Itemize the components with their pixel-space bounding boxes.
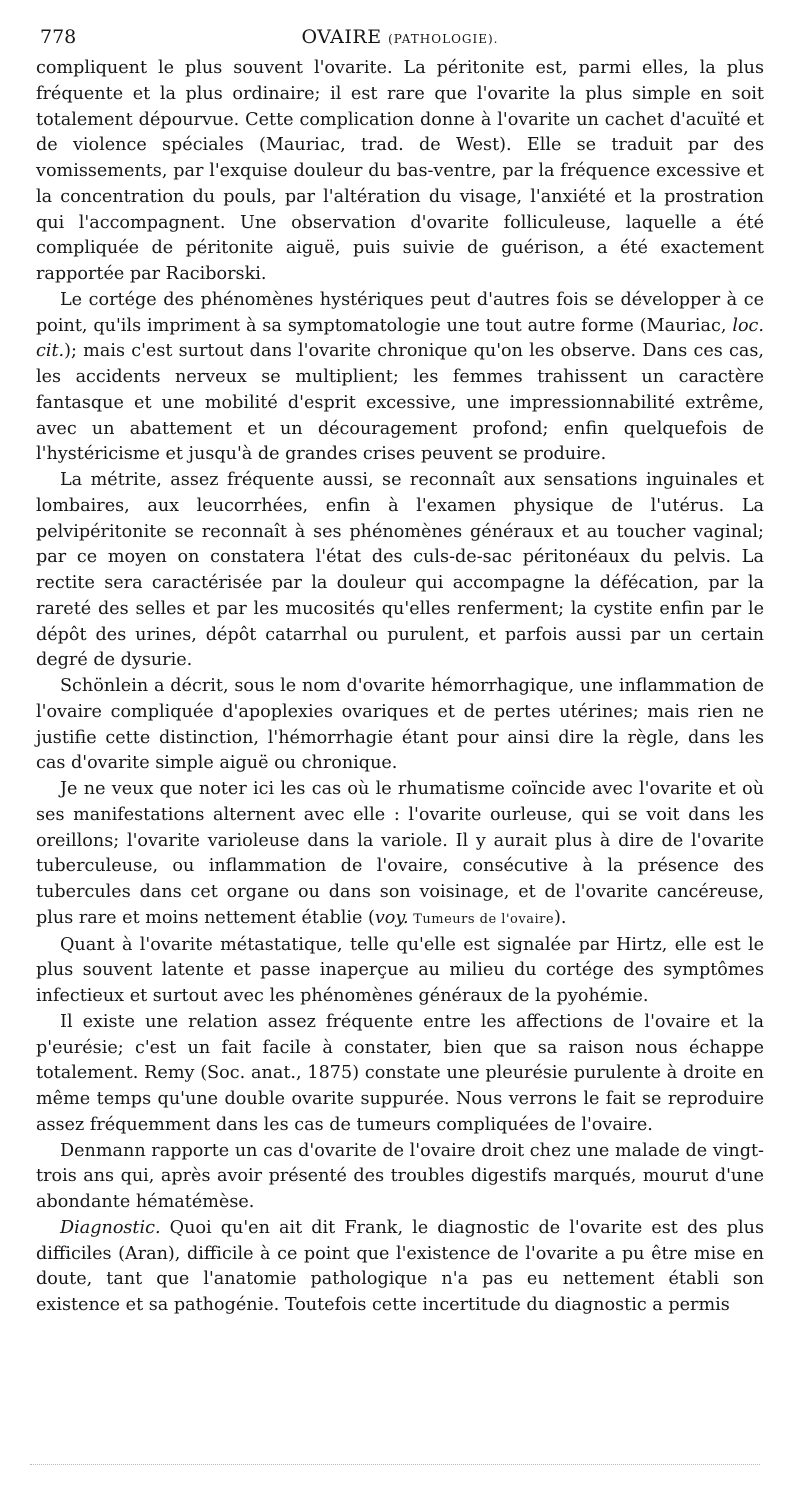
scan-artifact <box>30 1462 760 1465</box>
title-subtitle: (PATHOLOGIE). <box>388 32 499 46</box>
paragraph: Le cortége des phénomènes hystériques peut d'autres fois se développer à ce point, qu'ils impriment à sa symptomatologie une tout autre forme (Mauriac, loc. cit.); mais c'est surtout dans l'ovarite chronique qu'on les observe. Dans ces cas, les accidents nerveux se multiplient; les femmes trahissent un caractère fantasque et une mobilité d'esprit excessive, une impressionnabilité extrême, avec un abattement et un découragement profond; enfin quelquefois de l'hystéricisme et jusqu'à de grandes crises peuvent se produire. <box>36 289 764 465</box>
page-number: 778 <box>40 26 77 48</box>
paragraph: Schönlein a décrit, sous le nom d'ovarite hémorrhagique, une inflammation de l'ovaire compliquée d'apoplexies ovariques et de pertes utérines; mais rien ne justifie cette distinction, l'hémorrhagie étant pour ainsi dire la règle, dans les cas d'ovarite simple aiguë ou chronique. <box>36 676 764 774</box>
paragraph: La métrite, assez fréquente aussi, se reconnaît aux sensations inguinales et lombaires, aux leucorrhées, enfin à l'examen physique de l'utérus. La pelvipéritonite se reconnaît à ses phénomènes généraux et au toucher vaginal; par ce moyen on constatera l'état des culs-de-sac péritonéaux du pelvis. La rectite sera caractérisée par la douleur qui accompagne la défécation, par la rareté des selles et par les mucosités qu'elles renferment; la cystite enfin par le dépôt des urines, dépôt catarrhal ou purulent, et parfois aussi par un certain degré de dysurie. <box>36 470 764 671</box>
section-heading: Diagnostic. <box>60 1217 161 1238</box>
paragraph: compliquent le plus souvent l'ovarite. La péritonite est, parmi elles, la plus fréquente et la plus ordinaire; il est rare que l'ovarite la plus simple en soit totalement dépourvue. Cette complication donne à l'ovarite un cachet d'acuïté et de violence spéciales (Mauriac, trad. de West). Elle se traduit par des vomissements, par l'exquise douleur du bas-ventre, par la fréquence excessive et la concentration du pouls, par l'altération du visage, l'anxiété et la prostration qui l'accompagnent. Une observation d'ovarite folliculeuse, laquelle a été compliquée de péritonite aiguë, puis suivie de guérison, a été exactement rapportée par Raciborski. <box>36 58 764 284</box>
paragraph: Je ne veux que noter ici les cas où le rhumatisme coïncide avec l'ovarite et où ses manifestations alternent avec elle : l'ovarite ourleuse, qui se voit dans les oreillons; l'ovarite varioleuse dans la variole. Il y aurait plus à dire de l'ovarite tuberculeuse, ou inflammation de l'ovaire, consécutive à la présence des tubercules dans cet organe ou dans son voisinage, et de l'ovarite cancéreuse, plus rare et moins nettement établie (voy. Tumeurs de l'ovaire). <box>36 779 764 928</box>
running-header <box>36 26 764 56</box>
cross-reference-target: Tumeurs de l'ovaire <box>408 911 555 927</box>
body-text <box>36 56 764 1319</box>
paragraph: Quant à l'ovarite métastatique, telle qu'elle est signalée par Hirtz, elle est le plus souvent latente et passe inaperçue au milieu du cortége des symptômes infectieux et surtout avec les phénomènes généraux de la pyohémie. <box>36 934 764 1006</box>
paragraph: Denmann rapporte un cas d'ovarite de l'ovaire droit chez une malade de vingt-trois ans qui, après avoir présenté des troubles digestifs marqués, mourut d'une abondante hématémèse. <box>36 1140 764 1212</box>
citation: loc. cit. <box>36 315 764 362</box>
book-page <box>36 26 764 1319</box>
paragraph: Diagnostic. Quoi qu'en ait dit Frank, le diagnostic de l'ovarite est des plus difficiles (Aran), difficile à ce point que l'existence de l'ovarite a pu être mise en doute, tant que l'anatomie pathologique n'a pas eu nettement établi son existence et sa pathogénie. Toutefois cette incertitude du diagnostic a permis <box>36 1217 764 1315</box>
title-text: OVAIRE <box>301 26 382 48</box>
paragraph: Il existe une relation assez fréquente entre les affections de l'ovaire et la p'eurésie; c'est un fait facile à constater, bien que sa raison nous échappe totalement. Remy (Soc. anat., 1875) constate une pleurésie purulente à droite en même temps qu'une double ovarite suppurée. Nous verrons le fait se reproduire assez fréquemment dans les cas de tumeurs compliquées de l'ovaire. <box>36 1011 764 1135</box>
cross-reference: voy. <box>374 907 409 928</box>
running-title <box>36 26 764 48</box>
